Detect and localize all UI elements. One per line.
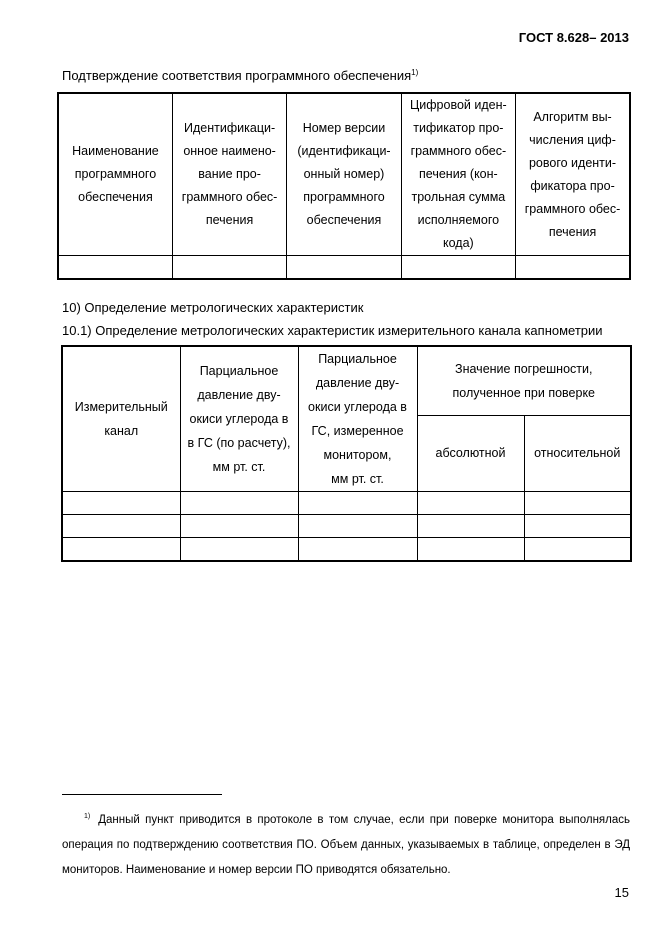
table-cell (524, 515, 631, 538)
table-row (58, 256, 630, 280)
subsection-heading: 10.1) Определение метрологических характеристик измерительного канала капнометрии (62, 323, 603, 338)
table-cell (524, 538, 631, 562)
col-measuring-channel: Измерительный канал (62, 346, 180, 492)
col-software-name: Наименование программного обеспечения (58, 93, 172, 256)
software-title-text: Подтверждение соответствия программного обеспечения (62, 68, 412, 83)
table-row (62, 515, 631, 538)
document-code: ГОСТ 8.628– 2013 (518, 30, 629, 45)
table-cell (180, 515, 298, 538)
footnote-reference: 1) (411, 68, 419, 77)
col-digital-identifier: Цифровой иден- тификатор про- граммного обес- печения (кон- трольная сумма исполняемого кода) (401, 93, 515, 256)
table-row (62, 538, 631, 562)
table-cell (298, 515, 417, 538)
table-cell (298, 538, 417, 562)
col-error-value-group: Значение погрешности, полученное при поверке (417, 346, 631, 415)
page-number: 15 (614, 885, 629, 900)
table-cell (298, 492, 417, 515)
col-partial-pressure-calculated: Парциальное давление дву- окиси углерода в в ГС (по расчету), мм рт. ст. (180, 346, 298, 492)
capnometry-table (61, 345, 632, 562)
table-cell (180, 538, 298, 562)
table-cell (516, 256, 630, 280)
footnote-mark: 1) (84, 813, 91, 820)
table-cell (287, 256, 401, 280)
table-cell (172, 256, 286, 280)
software-table (57, 92, 631, 280)
table-cell (417, 492, 524, 515)
table-cell (401, 256, 515, 280)
table-cell (62, 492, 180, 515)
col-relative-error: относительной (524, 415, 631, 491)
footnote-separator (62, 794, 222, 795)
table-cell (524, 492, 631, 515)
table-cell (62, 538, 180, 562)
col-absolute-error: абсолютной (417, 415, 524, 491)
table-cell (58, 256, 172, 280)
col-version-number: Номер версии (идентификаци- онный номер) программного обеспечения (287, 93, 401, 256)
footnote-text: Данный пункт приводится в протоколе в том случае, если при поверке монитора выполнялась операция по подтверждению соответствия ПО. Объем данных, указываемых в таблице, определен в ЭД мониторов. Наименование и номер версии ПО приводятся обязательно. (62, 814, 630, 876)
col-identification-name: Идентификаци- онное наимено- вание про- граммного обес- печения (172, 93, 286, 256)
col-partial-pressure-measured: Парциальное давление дву- окиси углерода в ГС, измеренное монитором, мм рт. ст. (298, 346, 417, 492)
table-cell (62, 515, 180, 538)
software-table-header-row (58, 93, 630, 256)
table-cell (417, 538, 524, 562)
footnote (62, 804, 630, 883)
table-cell (417, 515, 524, 538)
capnometry-header-row-top (62, 346, 631, 415)
table-row (62, 492, 631, 515)
col-identifier-algorithm: Алгоритм вы- числения циф- рового иденти- фикатора про- граммного обес- печения (516, 93, 630, 256)
software-section-title (62, 68, 418, 83)
section-heading: 10) Определение метрологических характеристик (62, 300, 364, 315)
table-cell (180, 492, 298, 515)
